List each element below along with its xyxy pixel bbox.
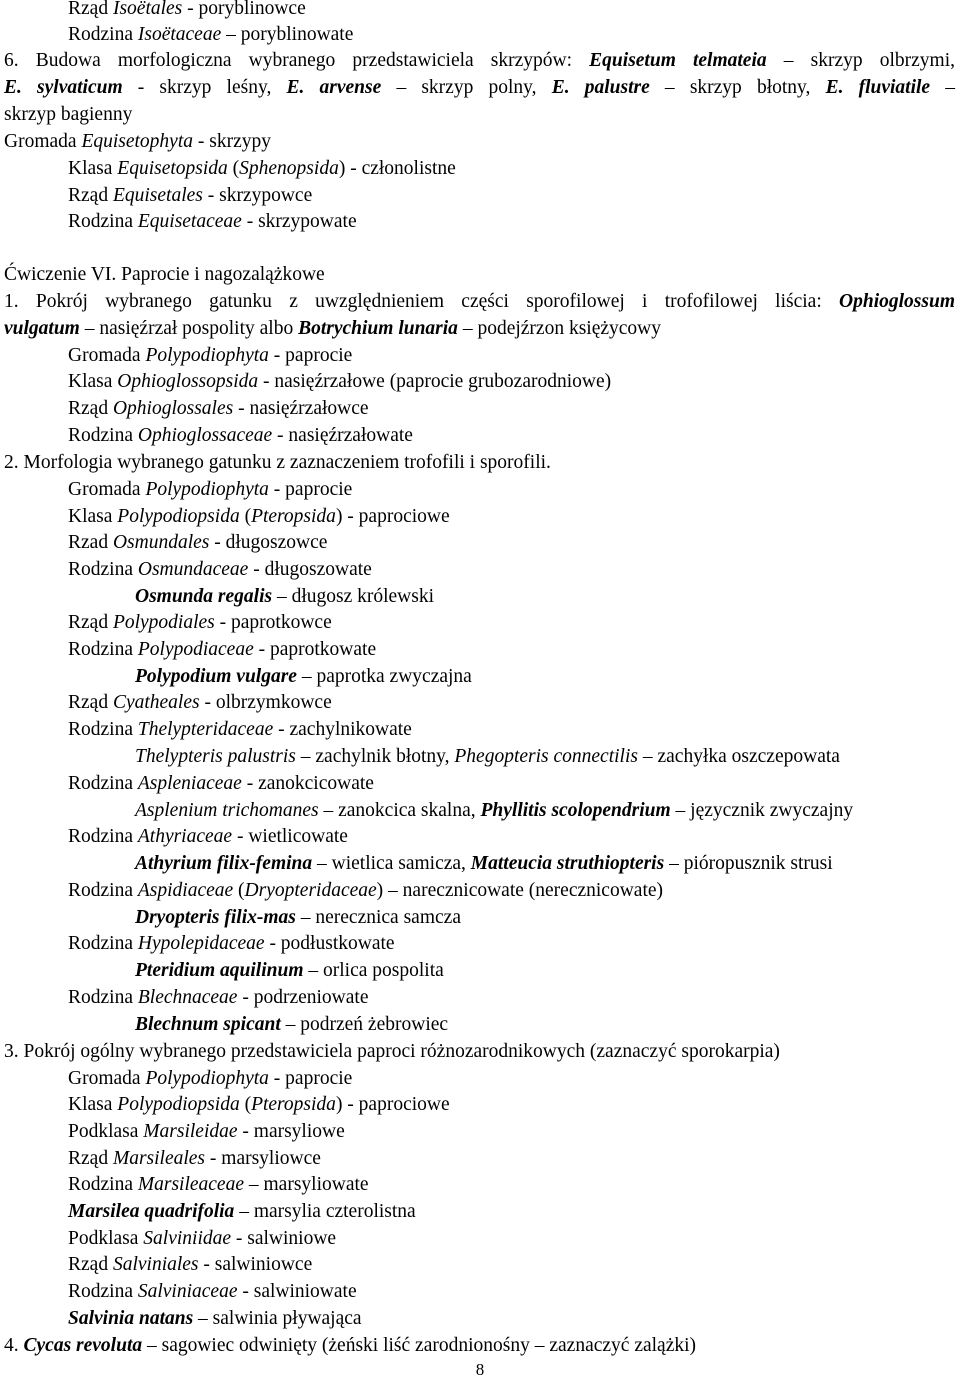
text-run: - nasięźrzałowate xyxy=(272,425,413,446)
taxon-name: Dryopteridaceae xyxy=(244,880,377,901)
taxon-name: Sphenopsida xyxy=(239,158,339,179)
taxon-line xyxy=(68,557,372,583)
text-run: Rząd xyxy=(68,1254,113,1275)
section-heading xyxy=(4,262,325,288)
text-run: Rząd xyxy=(68,398,113,419)
taxon-name: Polypodiophyta xyxy=(145,479,269,500)
text-run: - nasięźrzałowe (paprocie grubozarodniowe) xyxy=(258,371,612,392)
text-run: - podłustkowate xyxy=(264,933,395,954)
species-line xyxy=(135,744,840,770)
text-run: - zanokcicowate xyxy=(241,773,374,794)
text-run: – zachylnik błotny, xyxy=(295,746,455,767)
text-run: ( xyxy=(239,1094,252,1115)
taxon-line xyxy=(68,637,376,663)
taxon-name: Isoëtales xyxy=(112,0,183,19)
taxon-name: E. sylvaticum xyxy=(4,77,123,98)
taxon-name: Equisetum telmateia xyxy=(589,50,767,71)
text-run: Rząd xyxy=(68,0,113,19)
species-line xyxy=(135,584,434,610)
taxon-name: Cycas revoluta xyxy=(23,1335,143,1356)
text-run: - skrzypowate xyxy=(241,211,357,232)
text-run: - olbrzymkowce xyxy=(199,692,332,713)
taxon-name: Aspleniaceae xyxy=(137,773,242,794)
taxon-line xyxy=(68,610,332,636)
taxon-name: Hypolepidaceae xyxy=(137,933,265,954)
taxon-name: Equisetopsida xyxy=(117,158,228,179)
text-run: - paprocie xyxy=(268,345,353,366)
taxon-line xyxy=(68,1066,352,1092)
text-run: - wietlicowate xyxy=(232,826,348,847)
taxon-name: Polypodiopsida xyxy=(117,1094,240,1115)
taxon-line xyxy=(68,369,611,395)
text-run: Rodzina xyxy=(68,933,138,954)
text-run: – zachyłka oszczepowata xyxy=(637,746,840,767)
taxon-name: Athyrium filix-femina xyxy=(135,853,313,874)
text-run: – długosz królewski xyxy=(272,586,435,607)
text-run: 2. Morfologia wybranego gatunku z zaznaczeniem trofofili i sporofili. xyxy=(4,452,551,473)
taxon-name: Equisetaceae xyxy=(137,211,242,232)
taxon-line xyxy=(68,423,413,449)
text-run: Gromada xyxy=(68,479,146,500)
text-run: Gromada xyxy=(68,345,146,366)
text-run: - paprotkowce xyxy=(214,612,332,633)
text-run: Rodzina xyxy=(68,719,138,740)
paragraph-line xyxy=(4,1039,780,1065)
text-run: – orlica pospolita xyxy=(303,960,444,981)
taxon-line xyxy=(68,1172,369,1198)
text-run: - nasięźrzałowce xyxy=(233,398,369,419)
taxon-name: Isoëtaceae xyxy=(137,24,222,45)
taxon-name: Asplenium trichomanes xyxy=(135,800,319,821)
text-run: Gromada xyxy=(4,131,82,152)
text-run: - salwiniowce xyxy=(198,1254,313,1275)
taxon-name: Salviniaceae xyxy=(137,1281,238,1302)
text-run: Podklasa xyxy=(68,1228,144,1249)
text-run: – pióropusznik strusi xyxy=(664,853,833,874)
taxon-name: Dryopteris filix-mas xyxy=(135,907,296,928)
text-run: - skrzypowce xyxy=(202,185,313,206)
taxon-name: Marsilea quadrifolia xyxy=(68,1201,235,1222)
taxon-line xyxy=(68,717,412,743)
taxon-line xyxy=(68,1279,357,1305)
text-run: Ćwiczenie VI. Paprocie i nagozalążkowe xyxy=(4,264,325,285)
text-run: - paprocie xyxy=(268,1068,353,1089)
taxon-name: Ophioglossum xyxy=(839,291,955,312)
text-run: – xyxy=(930,77,956,98)
taxon-name: Matteucia struthiopteris xyxy=(470,853,665,874)
text-run: Rodzina xyxy=(68,559,138,580)
text-run: Podklasa xyxy=(68,1121,144,1142)
taxon-name: Polypodiophyta xyxy=(145,345,269,366)
text-run: Rodzina xyxy=(68,987,138,1008)
taxon-name: Equisetophyta xyxy=(81,131,194,152)
text-run: 1. Pokrój wybranego gatunku z uwzględnieniem części sporofilowej i trofofilowej liścia: xyxy=(4,291,840,312)
text-run: Klasa xyxy=(68,506,118,527)
taxon-line xyxy=(68,878,663,904)
taxon-name: Polypodiopsida xyxy=(117,506,240,527)
page-number: 8 xyxy=(475,1360,485,1379)
paragraph-line xyxy=(4,102,132,128)
text-run: 4. xyxy=(4,1335,24,1356)
taxon-name: Pteropsida xyxy=(251,506,336,527)
taxon-line xyxy=(68,985,369,1011)
text-run: - marsyliowe xyxy=(237,1121,345,1142)
taxon-line xyxy=(4,129,271,155)
taxon-line xyxy=(68,0,306,22)
taxon-line xyxy=(68,824,348,850)
taxon-name: Pteropsida xyxy=(251,1094,336,1115)
text-run: - długoszowce xyxy=(209,532,328,553)
taxon-name: Botrychium lunaria xyxy=(298,318,458,339)
taxon-name: Ophioglossales xyxy=(112,398,234,419)
taxon-line xyxy=(68,1252,312,1278)
taxon-name: Blechnum spicant xyxy=(135,1014,281,1035)
text-run: Rodzina xyxy=(68,425,138,446)
text-run: ) - paprociowe xyxy=(335,506,450,527)
taxon-line xyxy=(68,1226,336,1252)
species-line xyxy=(135,1012,448,1038)
text-run: – skrzyp błotny, xyxy=(649,77,826,98)
species-line xyxy=(135,958,444,984)
text-run: Klasa xyxy=(68,1094,118,1115)
text-run: ( xyxy=(227,158,240,179)
taxon-line xyxy=(68,209,357,235)
taxon-name: Ophioglossaceae xyxy=(137,425,273,446)
text-run: Rodzina xyxy=(68,1174,138,1195)
text-run: Rodzina xyxy=(68,826,138,847)
taxon-name: Phyllitis scolopendrium xyxy=(480,800,671,821)
paragraph-line xyxy=(4,316,661,342)
taxon-name: E. fluviatile xyxy=(825,77,931,98)
text-run: - salwiniowe xyxy=(231,1228,337,1249)
taxon-name: Athyriaceae xyxy=(137,826,233,847)
text-run: - marsyliowce xyxy=(205,1148,321,1169)
text-run: – zanokcica skalna, xyxy=(318,800,481,821)
text-run: - paprotkowate xyxy=(253,639,377,660)
taxon-name: Phegopteris connectilis xyxy=(454,746,638,767)
text-run: Rząd xyxy=(68,1148,113,1169)
species-line xyxy=(68,1306,362,1332)
text-run: – skrzyp polny, xyxy=(381,77,552,98)
text-run: skrzyp bagienny xyxy=(4,104,133,125)
taxon-name: Thelypteridaceae xyxy=(137,719,274,740)
paragraph-line xyxy=(4,289,955,315)
taxon-line xyxy=(68,343,352,369)
paragraph-line xyxy=(4,1333,696,1359)
text-run: Rząd xyxy=(68,692,113,713)
taxon-name: Aspidiaceae xyxy=(137,880,234,901)
text-run: – salwinia pływająca xyxy=(193,1308,362,1329)
text-run: – wietlica samicza, xyxy=(312,853,471,874)
species-line xyxy=(135,664,472,690)
text-run: ( xyxy=(239,506,252,527)
text-run: Gromada xyxy=(68,1068,146,1089)
text-run: – marsyliowate xyxy=(244,1174,369,1195)
text-run: Rodzina xyxy=(68,639,138,660)
text-run: - poryblinowce xyxy=(182,0,306,19)
text-run: - skrzypy xyxy=(193,131,271,152)
text-run: - zachylnikowate xyxy=(273,719,412,740)
text-run: Rodzina xyxy=(68,1281,138,1302)
text-run: - salwiniowate xyxy=(237,1281,357,1302)
text-run: – nasięźrzał pospolity albo xyxy=(79,318,299,339)
taxon-name: Pteridium aquilinum xyxy=(135,960,304,981)
text-run: – podrzeń żebrowiec xyxy=(280,1014,449,1035)
taxon-line xyxy=(68,1092,450,1118)
taxon-line xyxy=(68,477,352,503)
taxon-name: Osmunda regalis xyxy=(135,586,273,607)
taxon-line xyxy=(68,530,327,556)
taxon-name: Salviniidae xyxy=(143,1228,232,1249)
taxon-name: Polypodiales xyxy=(112,612,215,633)
taxon-name: Ophioglossopsida xyxy=(117,371,259,392)
taxon-name: E. palustre xyxy=(551,77,650,98)
text-run: Klasa xyxy=(68,371,118,392)
paragraph-line xyxy=(4,450,551,476)
text-run: Rodzina xyxy=(68,211,138,232)
text-run: – nerecznica samcza xyxy=(295,907,461,928)
taxon-name: Salvinia natans xyxy=(68,1308,194,1329)
species-line xyxy=(135,905,461,931)
text-run: – poryblinowate xyxy=(221,24,354,45)
taxon-name: Osmundales xyxy=(112,532,210,553)
taxon-name: Thelypteris palustris xyxy=(135,746,296,767)
taxon-line xyxy=(68,396,369,422)
text-run: - długoszowate xyxy=(248,559,372,580)
taxon-name: Polypodium vulgare xyxy=(135,666,297,687)
text-run: – skrzyp olbrzymi, xyxy=(766,50,956,71)
text-run: Klasa xyxy=(68,158,118,179)
text-run: Rząd xyxy=(68,185,113,206)
text-run: Rodzina xyxy=(68,880,138,901)
taxon-name: Salviniales xyxy=(112,1254,199,1275)
text-run: – sagowiec odwinięty (żeński liść zarodnionośny – zaznaczyć zalążki) xyxy=(142,1335,697,1356)
taxon-line xyxy=(68,931,395,957)
text-run: Rodzina xyxy=(68,24,138,45)
text-run: – marsylia czterolistna xyxy=(234,1201,416,1222)
species-line xyxy=(135,798,853,824)
taxon-line xyxy=(68,1119,345,1145)
taxon-line xyxy=(68,771,374,797)
text-run: ) – narecznicowate (nerecznicowate) xyxy=(376,880,664,901)
taxon-name: Polypodiaceae xyxy=(137,639,254,660)
taxon-name: Equisetales xyxy=(112,185,203,206)
species-line xyxy=(68,1199,416,1225)
taxon-name: Polypodiophyta xyxy=(145,1068,269,1089)
taxon-name: Marsileales xyxy=(112,1148,206,1169)
text-run: - paprocie xyxy=(268,479,353,500)
taxon-line xyxy=(68,22,353,48)
paragraph-line xyxy=(4,48,955,74)
text-run: – języcznik zwyczajny xyxy=(670,800,854,821)
taxon-line xyxy=(68,504,450,530)
species-line xyxy=(135,851,833,877)
taxon-name: Marsileaceae xyxy=(137,1174,244,1195)
paragraph-line xyxy=(4,75,955,101)
text-run: – paprotka zwyczajna xyxy=(296,666,472,687)
taxon-name: E. arvense xyxy=(286,77,382,98)
taxon-name: vulgatum xyxy=(4,318,80,339)
taxon-name: Osmundaceae xyxy=(137,559,249,580)
text-run: – podejźrzon księżycowy xyxy=(457,318,661,339)
text-run: Rzad xyxy=(68,532,113,553)
taxon-line xyxy=(68,690,332,716)
text-run: - skrzyp leśny, xyxy=(122,77,287,98)
text-run: ( xyxy=(233,880,245,901)
taxon-line xyxy=(68,156,456,182)
text-run: 3. Pokrój ogólny wybranego przedstawiciela paproci różnozarodnikowych (zaznaczyć sporokarpia) xyxy=(4,1041,780,1062)
text-run: Rząd xyxy=(68,612,113,633)
taxon-line xyxy=(68,183,312,209)
text-run: 6. Budowa morfologiczna wybranego przedstawiciela skrzypów: xyxy=(4,50,590,71)
text-run: Rodzina xyxy=(68,773,138,794)
taxon-name: Blechnaceae xyxy=(137,987,238,1008)
taxon-line xyxy=(68,1146,321,1172)
taxon-name: Cyatheales xyxy=(112,692,200,713)
text-run: ) - paprociowe xyxy=(335,1094,450,1115)
text-run: - podrzeniowate xyxy=(237,987,369,1008)
taxon-name: Marsileidae xyxy=(143,1121,238,1142)
text-run: ) - członolistne xyxy=(338,158,456,179)
